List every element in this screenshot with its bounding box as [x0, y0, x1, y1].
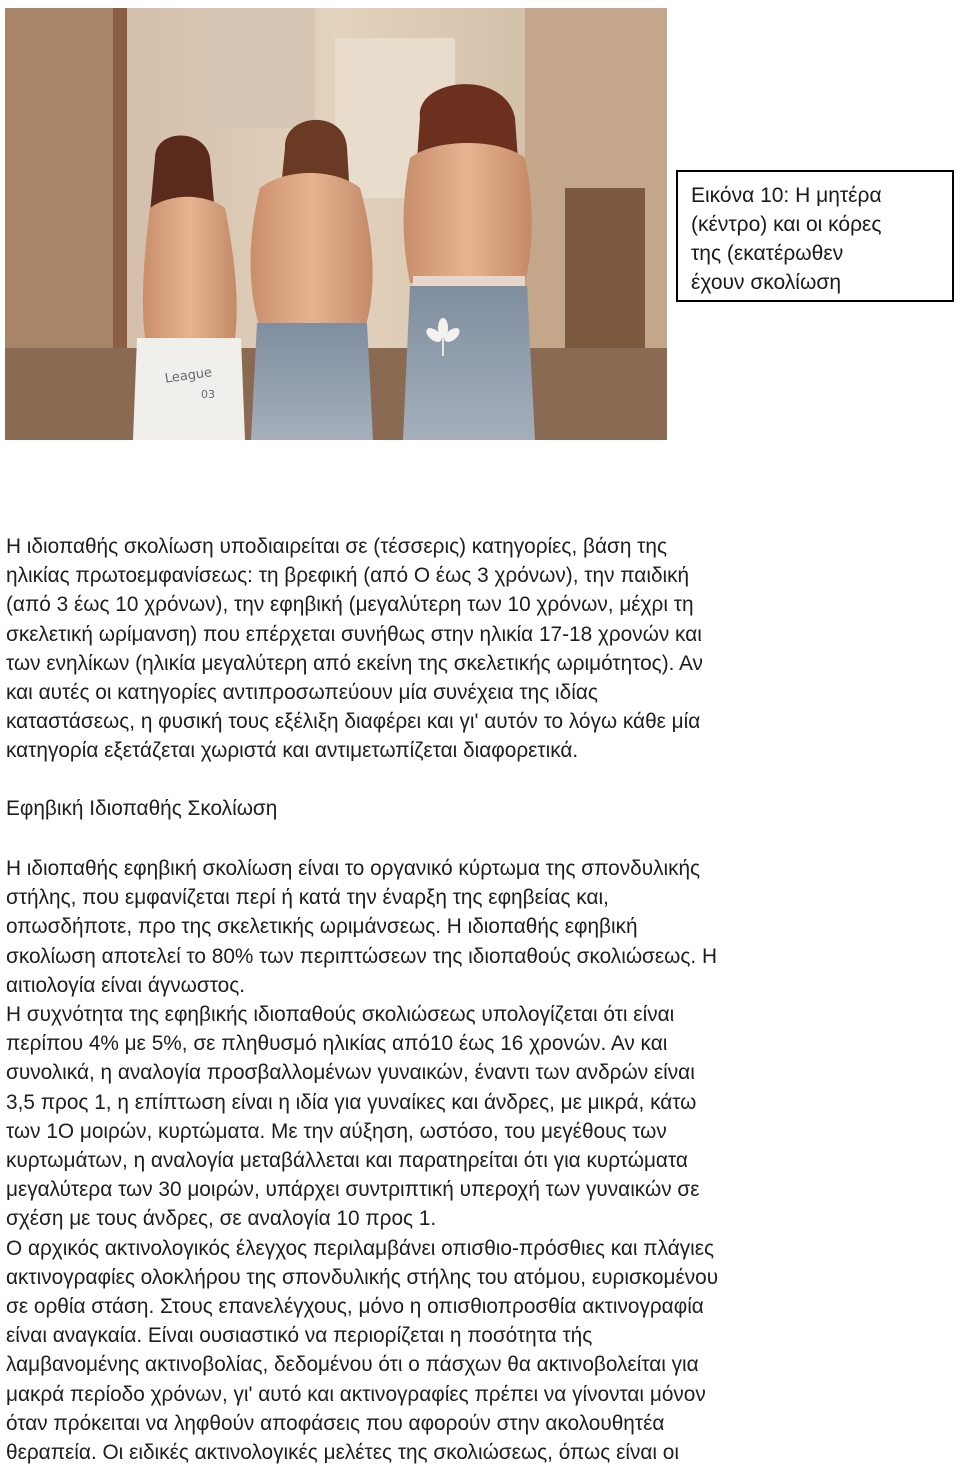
- text-line: Ο αρχικός ακτινολογικός έλεγχος περιλαμβάνει οπισθιο-πρόσθιες και πλάγιες: [6, 1236, 715, 1260]
- caption-line: της (εκατέρωθεν: [691, 242, 844, 265]
- text-line: περίπου 4% με 5%, σε πληθυσμό ηλικίας από10 έως 16 χρονών. Αν και: [6, 1032, 668, 1056]
- text-line: στήλης, που εμφανίζεται περί ή κατά την έναρξη της εφηβείας και,: [6, 886, 609, 910]
- text-line: των ενηλίκων (ηλικία μεγαλύτερη από εκείνη της σκελετικής ωριμότητος). Αν: [6, 651, 703, 675]
- text-line: σε ορθία στάση. Στους επανελέγχους, μόνο η οπισθιοπροσθία ακτινογραφία: [6, 1295, 704, 1319]
- text-line: (από 3 έως 10 χρόνων), την εφηβική (μεγαλύτερη των 10 χρόνων, μέχρι τη: [6, 593, 694, 617]
- text-line: ακτινογραφίες ολοκλήρου της σπονδυλικής στήλης του ατόμου, ευρισκομένου: [6, 1265, 719, 1289]
- daughter-right-jeans: [403, 286, 535, 440]
- section-heading: [6, 794, 952, 823]
- text-line: αιτιολογία είναι άγνωστος.: [6, 973, 246, 997]
- text-line: σκολίωση αποτελεί το 80% των περιπτώσεων της ιδιοπαθούς σκολιώσεως. Η: [6, 944, 717, 968]
- text-line: Η συχνότητα της εφηβικής ιδιοπαθούς σκολιώσεως υπολογίζεται ότι είναι: [6, 1003, 675, 1027]
- text-line: είναι αναγκαία. Είναι ουσιαστικό να περιορίζεται η ποσότητα τής: [6, 1324, 593, 1348]
- text-line: και αυτές οι κατηγορίες αντιπροσωπεύουν μία συνέχεια της ιδίας: [6, 681, 598, 705]
- text-line: λαμβανομένης ακτινοβολίας, δεδομένου ότι ο πάσχων θα ακτινοβολείται για: [6, 1353, 699, 1377]
- text-line: θεραπεία. Οι ειδικές ακτινολογικές μελέτες της σκολιώσεως, όπως είναι οι: [6, 1441, 679, 1465]
- scoliosis-photo: [5, 8, 667, 440]
- caption-line: (κέντρο) και οι κόρες: [691, 213, 882, 236]
- text-line: σχέση με τους άνδρες, σε αναλογία 10 προς 1.: [6, 1207, 437, 1231]
- text-line: των 1Ο μοιρών, κυρτώματα. Με την αύξηση, ωστόσο, του μεγέθους των: [6, 1119, 667, 1143]
- text-line: Η ιδιοπαθής σκολίωση υποδιαιρείται σε (τέσσερις) κατηγορίες, βάση της: [6, 535, 667, 558]
- caption-line: Εικόνα 10: Η μητέρα: [691, 184, 882, 207]
- text-line: ηλικίας πρωτοεμφανίσεως: τη βρεφική (από Ο έως 3 χρόνων), την παιδική: [6, 564, 690, 588]
- caption-line: έχουν σκολίωση: [691, 271, 842, 294]
- heading-text: Εφηβική Ιδιοπαθής Σκολίωση: [6, 797, 278, 820]
- text-line: κατηγορία εξετάζεται χωριστά και αντιμετωπίζεται διαφορετικά.: [6, 739, 579, 763]
- paragraph-categories: [6, 532, 952, 766]
- text-line: Η ιδιοπαθής εφηβική σκολίωση είναι το οργανικό κύρτωμα της σπονδυλικής: [6, 857, 701, 880]
- paragraph-adolescent-scoliosis: [6, 854, 952, 1467]
- child-left-pants-text: League: [163, 365, 214, 387]
- text-line: μεγαλύτερα των 30 μοιρών, υπάρχει συντριπτική υπεροχή των γυναικών σε: [6, 1178, 700, 1202]
- text-line: σκελετική ωρίμανση) που επέρχεται συνήθως στην ηλικία 17-18 χρονών και: [6, 622, 702, 646]
- daughter-right-back: [404, 143, 532, 283]
- child-left-pants-number: 03: [201, 388, 215, 401]
- figure-caption: [676, 170, 954, 302]
- child-left-back: [143, 197, 237, 338]
- text-line: συνολικά, η αναλογία προσβαλλομένων γυναικών, έναντι των ανδρών είναι: [6, 1061, 695, 1085]
- text-line: κυρτωμάτων, η αναλογία μεταβάλλεται και παρατηρείται ότι για κυρτώματα: [6, 1149, 688, 1173]
- text-line: μακρά περίοδο χρόνων, γι' αυτό και ακτινογραφίες πρέπει να γίνονται μόνον: [6, 1382, 706, 1406]
- mother-jeans: [251, 323, 373, 440]
- text-line: 3,5 προς 1, η επίπτωση είναι η ιδία για γυναίκες και άνδρες, με μικρά, κάτω: [6, 1090, 697, 1114]
- text-line: καταστάσεως, η φυσική τους εξέλιξη διαφέρει και γι' αυτόν το λόγω κάθε μία: [6, 710, 701, 734]
- mother-back: [251, 173, 373, 328]
- text-line: όταν πρόκειται να ληφθούν αποφάσεις που αφορούν στην ακολουθητέα: [6, 1411, 665, 1435]
- text-line: οπωσδήποτε, προ της σκελετικής ωριμάνσεως. Η ιδιοπαθής εφηβική: [6, 915, 638, 939]
- child-left-pants: [133, 338, 245, 440]
